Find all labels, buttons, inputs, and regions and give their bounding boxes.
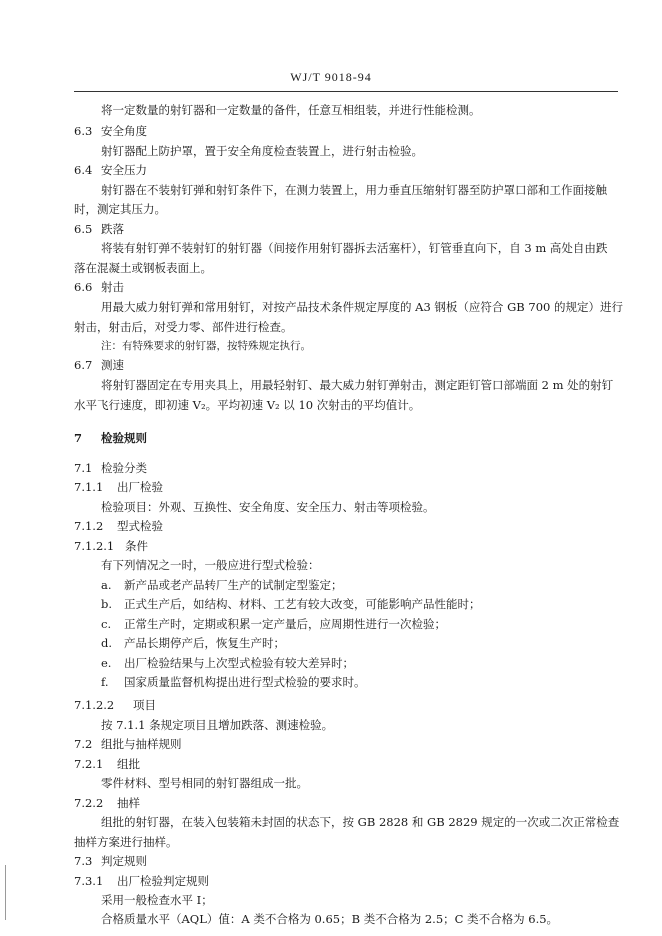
section-body: 组批的射钉器，在装入包装箱未封固的状态下，按 GB 2828 和 GB 2829 规定的一次或二次正常检查: [101, 815, 620, 829]
section-title: 安全压力: [101, 163, 147, 177]
section-number: 7.2.2: [74, 796, 104, 810]
section-number: 7.1.2: [74, 519, 104, 533]
document-header-code: WJ/T 9018-94: [290, 70, 372, 84]
list-item-marker: b.: [101, 597, 113, 611]
section-number: 7.1.2.1: [74, 539, 115, 553]
section-body: 采用一般检查水平 Ⅰ；: [101, 893, 213, 907]
section-body: 合格质量水平（AQL）值：A 类不合格为 0.65；B 类不合格为 2.5；C 类不合格为 6.5。: [101, 912, 559, 926]
section-number: 7.2: [74, 737, 93, 751]
list-item-marker: e.: [101, 656, 112, 670]
section-number: 7.3: [74, 854, 93, 868]
section-title: 抽样: [117, 796, 140, 810]
section-number: 6.4: [74, 163, 93, 177]
section-title: 组批: [117, 757, 140, 771]
list-item-marker: a.: [101, 578, 112, 592]
section-body: 有下列情况之一时，一般应进行型式检验：: [101, 558, 320, 572]
section-number: 7.1.1: [74, 480, 104, 494]
section-body: 将装有射钉弹不装射钉的射钉器（间接作用射钉器拆去活塞杆），钉管垂直向下，自 3 m 高处自由跌: [101, 241, 608, 255]
chapter-number: 7: [74, 431, 83, 445]
section-title: 条件: [125, 539, 148, 553]
header-rule: [74, 91, 618, 92]
section-number: 6.5: [74, 222, 93, 236]
section-body: 落在混凝土或钢板表面上。: [74, 261, 212, 275]
list-item: 产品长期停产后，恢复生产时；: [124, 636, 285, 650]
section-title: 检验分类: [101, 461, 147, 475]
list-item-marker: f.: [101, 675, 109, 689]
section-title: 测速: [101, 358, 124, 372]
scan-edge-mark: [5, 865, 6, 920]
section-body: 检验项目：外观、互换性、安全角度、安全压力、射击等项检验。: [101, 500, 435, 514]
section-body: 将射钉器固定在专用夹具上，用最轻射钉、最大威力射钉弹射击，测定距钉管口部端面 2 m 处的射钉: [101, 378, 614, 392]
section-title: 项目: [133, 698, 156, 712]
intro-paragraph: 将一定数量的射钉器和一定数量的备件，任意互相组装，并进行性能检测。: [101, 103, 481, 117]
section-number: 7.1: [74, 461, 93, 475]
section-title: 出厂检验判定规则: [117, 874, 209, 888]
list-item: 正常生产时，定期或积累一定产量后，应周期性进行一次检验；: [124, 617, 446, 631]
list-item-marker: c.: [101, 617, 112, 631]
section-body: 射钉器在不装射钉弹和射钉条件下，在测力装置上，用力垂直压缩射钉器至防护罩口部和工作面接触: [101, 183, 607, 197]
section-number: 7.3.1: [74, 874, 104, 888]
section-body: 用最大威力射钉弹和常用射钉，对按产品技术条件规定厚度的 A3 钢板（应符合 GB 700 的规定）进行: [101, 300, 623, 314]
list-item: 正式生产后，如结构、材料、工艺有较大改变，可能影响产品性能时；: [124, 597, 481, 611]
section-body: 时，测定其压力。: [74, 202, 166, 216]
section-body: 射钉器配上防护罩，置于安全角度检查装置上，进行射击检验。: [101, 144, 423, 158]
section-title: 出厂检验: [117, 480, 163, 494]
section-body: 按 7.1.1 条规定项目且增加跌落、测速检验。: [101, 718, 334, 732]
list-item: 出厂检验结果与上次型式检验有较大差异时；: [124, 656, 354, 670]
section-number: 7.2.1: [74, 757, 104, 771]
section-number: 6.6: [74, 280, 93, 294]
section-title: 型式检验: [117, 519, 163, 533]
section-title: 安全角度: [101, 124, 147, 138]
section-body: 射击，射击后，对受力零、部件进行检查。: [74, 320, 293, 334]
list-item-marker: d.: [101, 636, 113, 650]
section-title: 射击: [101, 280, 124, 294]
section-number: 7.1.2.2: [74, 698, 115, 712]
section-title: 组批与抽样规则: [101, 737, 182, 751]
section-title: 跌落: [101, 222, 124, 236]
list-item: 国家质量监督机构提出进行型式检验的要求时。: [124, 675, 366, 689]
list-item: 新产品或老产品转厂生产的试制定型鉴定；: [124, 578, 343, 592]
section-body: 零件材料、型号相同的射钉器组成一批。: [101, 776, 308, 790]
section-title: 判定规则: [101, 854, 147, 868]
section-body: 水平飞行速度，即初速 V₂。平均初速 V₂ 以 10 次射击的平均值计。: [74, 398, 421, 412]
chapter-title: 检验规则: [101, 431, 147, 445]
section-number: 6.3: [74, 124, 93, 138]
section-number: 6.7: [74, 358, 93, 372]
section-note: 注：有特殊要求的射钉器，按特殊规定执行。: [101, 340, 311, 352]
section-body: 抽样方案进行抽样。: [74, 835, 178, 849]
